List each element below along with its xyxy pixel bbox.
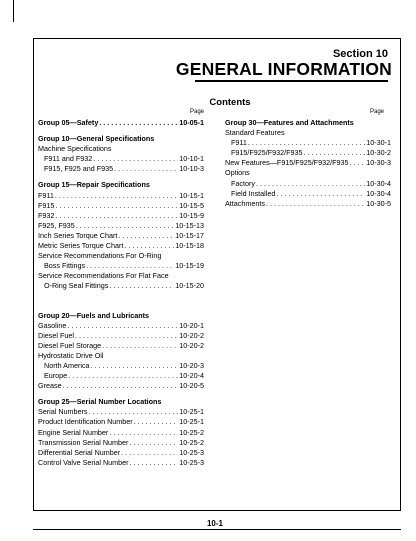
toc-entry[interactable] [225, 189, 391, 199]
toc-entry-label-line1: Service Recommendations For O-Ring [38, 251, 162, 261]
toc-entry-page: 10-15-17 [175, 230, 204, 240]
toc-entry-label: Gasoline [38, 320, 67, 330]
leader-dots [118, 231, 174, 241]
leader-dots [102, 341, 178, 351]
toc-entry-label: Transmission Serial Number [38, 437, 129, 447]
toc-entry-label: O-Ring Seal Fittings [44, 281, 109, 291]
toc-entry[interactable] [38, 381, 204, 391]
toc-entry[interactable] [38, 458, 204, 468]
toc-entry[interactable] [38, 241, 204, 251]
leader-dots [89, 407, 179, 417]
group-heading: Group 20—Fuels and Lubricants [38, 310, 150, 320]
toc-entry[interactable] [38, 438, 204, 448]
toc-entry-label: Europe [44, 371, 68, 381]
toc-entry-label: Boss Fittings [44, 261, 86, 271]
leader-dots [91, 361, 179, 371]
toc-entry-page: 10-25-2 [179, 427, 204, 437]
toc-entry-label: Diesel Fuel Storage [38, 340, 102, 350]
leader-dots [75, 331, 178, 341]
toc-entry[interactable] [225, 158, 391, 168]
toc-entry-label: F915/F925/F932/F935 [231, 148, 303, 158]
toc-entry-page: 10-30-4 [366, 178, 391, 188]
toc-entry-label: North America [44, 360, 90, 370]
leader-dots [67, 321, 178, 331]
toc-entry[interactable] [38, 154, 204, 164]
toc-entry-label-line1: Service Recommendations For Flat Face [38, 271, 169, 281]
toc-entry-label: F925, F935 [38, 220, 75, 230]
toc-entry-label: Group 05—Safety [38, 118, 99, 127]
toc-entry-label: Control Valve Serial Number [38, 457, 129, 467]
toc-entry-page: 10-25-1 [179, 407, 204, 417]
toc-entry-page: 10-15-20 [175, 281, 204, 291]
toc-entry[interactable] [225, 179, 391, 189]
toc-entry[interactable] [38, 428, 204, 438]
toc-entry[interactable] [225, 199, 391, 209]
toc-entry[interactable] [38, 261, 204, 271]
toc-entry-page: 10-10-1 [179, 154, 204, 164]
toc-entry-label: F911 [38, 190, 54, 200]
toc-entry-label: Field Installed [231, 188, 276, 198]
toc-entry[interactable] [38, 281, 204, 291]
contents-right-column [225, 118, 391, 209]
toc-entry[interactable] [38, 417, 204, 427]
toc-entry-page: 10-20-4 [179, 371, 204, 381]
toc-entry-label: F915 [38, 200, 55, 210]
subheading: Options [225, 168, 250, 178]
toc-entry-label: Attachments [225, 198, 265, 208]
toc-entry[interactable] [38, 211, 204, 221]
toc-entry-page: 10-30-5 [366, 198, 391, 208]
toc-entry-label: Serial Numbers [38, 407, 88, 417]
toc-entry[interactable] [38, 191, 204, 201]
leader-dots [109, 281, 174, 291]
leader-dots [55, 211, 178, 221]
toc-entry-label: F911 and F932 [44, 154, 93, 164]
leader-dots [55, 201, 178, 211]
toc-entry[interactable] [38, 231, 204, 241]
toc-entry-label: Factory [231, 178, 255, 188]
toc-entry-page: 10-30-3 [366, 158, 391, 168]
leader-dots [99, 118, 178, 128]
toc-entry-page: 10-05-1 [179, 118, 204, 127]
toc-entry[interactable] [38, 118, 204, 128]
toc-entry-page: 10-25-2 [179, 437, 204, 447]
toc-entry-page: 10-30-4 [366, 188, 391, 198]
toc-entry[interactable] [38, 321, 204, 331]
subheading: Standard Features [225, 128, 285, 138]
title-rule [195, 80, 388, 82]
leader-dots [276, 189, 365, 199]
toc-entry-label: Engine Serial Number [38, 427, 109, 437]
leader-dots [129, 438, 178, 448]
toc-entry-page: 10-15-1 [179, 190, 204, 200]
section-title: GENERAL INFORMATION [175, 59, 392, 79]
leader-dots [55, 191, 178, 201]
toc-entry-label: New Features—F915/F925/F932/F935 [225, 158, 349, 168]
page-column-header-left: Page [190, 109, 205, 115]
page-column-header-right: Page [370, 109, 385, 115]
group-heading: Group 10—General Specifications [38, 134, 155, 144]
toc-entry-page: 10-15-13 [175, 220, 204, 230]
toc-entry-page: 10-30-1 [366, 138, 391, 148]
leader-dots [93, 154, 178, 164]
toc-entry[interactable] [38, 331, 204, 341]
toc-entry[interactable] [38, 201, 204, 211]
toc-entry-page: 10-30-2 [366, 148, 391, 158]
toc-entry-page: 10-20-2 [179, 340, 204, 350]
leader-dots [86, 261, 174, 271]
toc-entry-page: 10-15-18 [175, 241, 204, 251]
leader-dots [114, 164, 178, 174]
toc-entry-label: Diesel Fuel [38, 330, 74, 340]
contents-title: Contents [209, 97, 251, 108]
subheading: Machine Specifications [38, 144, 112, 154]
subheading: Hydrostatic Drive Oil [38, 350, 104, 360]
toc-entry-page: 10-20-1 [179, 320, 204, 330]
leader-dots [266, 199, 365, 209]
group-heading: Group 25—Serial Number Locations [38, 397, 162, 407]
toc-entry-page: 10-25-3 [179, 447, 204, 457]
leader-dots [109, 428, 178, 438]
toc-entry-page: 10-20-5 [179, 381, 204, 391]
toc-entry[interactable] [38, 448, 204, 458]
page-number: 10-1 [206, 519, 223, 528]
toc-entry[interactable] [38, 341, 204, 351]
toc-entry-page: 10-20-2 [179, 330, 204, 340]
toc-entry-label: Grease [38, 381, 62, 391]
toc-entry[interactable] [38, 407, 204, 417]
leader-dots [304, 148, 366, 158]
section-label: Section 10 [332, 48, 388, 60]
toc-entry-label: Metric Series Torque Chart [38, 241, 124, 251]
left-margin-rule [13, 0, 14, 22]
leader-dots [124, 241, 174, 251]
leader-dots [130, 458, 179, 468]
toc-entry-label: F915, F925 and F935 [44, 164, 114, 174]
toc-entry-label: Product Identification Number [38, 417, 133, 427]
toc-entry-label: F911 [231, 138, 247, 148]
toc-entry[interactable] [38, 221, 204, 231]
leader-dots [134, 417, 179, 427]
toc-entry[interactable] [225, 138, 391, 148]
toc-entry-label: Differential Serial Number [38, 447, 121, 457]
toc-entry-page: 10-15-9 [179, 210, 204, 220]
toc-entry-page: 10-10-3 [179, 164, 204, 174]
leader-dots [349, 158, 365, 168]
toc-entry[interactable] [38, 371, 204, 381]
toc-entry-page: 10-15-5 [179, 200, 204, 210]
leader-dots [248, 138, 365, 148]
toc-entry-label: Inch Series Torque Chart [38, 230, 118, 240]
leader-dots [68, 371, 178, 381]
toc-entry-page: 10-25-1 [179, 417, 204, 427]
leader-dots [121, 448, 178, 458]
group-heading: Group 15—Repair Specifications [38, 180, 150, 190]
toc-entry-page: 10-15-19 [175, 261, 204, 271]
leader-dots [256, 179, 365, 189]
toc-entry[interactable] [38, 361, 204, 371]
leader-dots [76, 221, 174, 231]
toc-entry-label: F932 [38, 210, 55, 220]
toc-entry[interactable] [225, 148, 391, 158]
leader-dots [63, 381, 179, 391]
toc-entry[interactable] [38, 164, 204, 174]
toc-entry-page: 10-25-3 [179, 457, 204, 467]
group-heading: Group 30—Features and Attachments [225, 118, 354, 127]
contents-left-column [38, 118, 204, 468]
footer-rule [33, 529, 401, 530]
toc-entry-page: 10-20-3 [179, 360, 204, 370]
